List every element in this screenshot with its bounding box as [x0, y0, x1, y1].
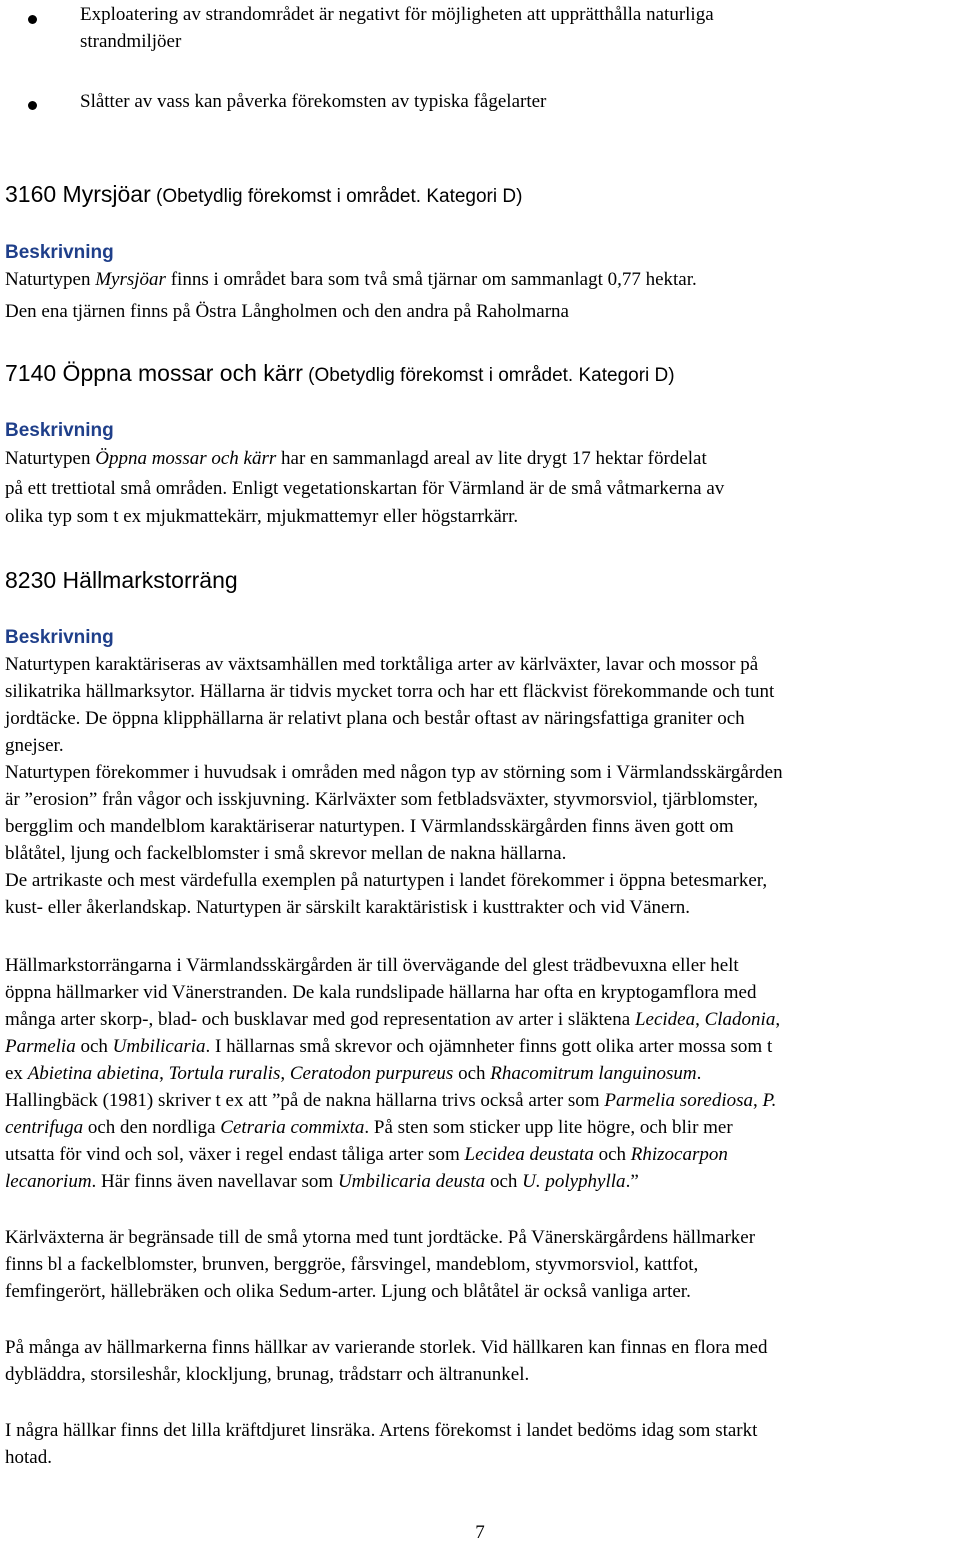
subheading-beskrivning: Beskrivning	[5, 420, 114, 441]
body-line: på ett trettiotal små områden. Enligt vegetationskartan för Värmland är de små våtmarkerna av	[5, 478, 725, 499]
body-line: Naturtypen Myrsjöar finns i området bara som två små tjärnar om sammanlagt 0,77 hektar.	[5, 269, 697, 290]
bullet-icon	[28, 15, 37, 24]
bullet-item-1: Exploatering av strandområdet är negativt för möjligheten att upprätthålla naturliga strandmiljöer	[80, 4, 714, 52]
body-line: Den ena tjärnen finns på Östra Långholmen och den andra på Raholmarna	[5, 301, 569, 322]
paragraph-8230-3: Kärlväxterna är begränsade till de små ytorna med tunt jordtäcke. På Vänerskärgårdens hällmarker finns bl a fackelblomster, brunven, berggröe, fårsvingel, mandeblom, styvmorsviol, kattfot, femfingerört, hällebräken och olika Sedum-arter. Ljung och blåtåtel är också vanliga arter.	[5, 1227, 756, 1302]
page-number: 7	[475, 1522, 485, 1543]
subheading-beskrivning: Beskrivning	[5, 627, 114, 648]
paragraph-8230-4: På många av hällmarkerna finns hällkar av varierande storlek. Vid hällkaren kan finnas en flora med dybläddra, storsileshår, klockljung, brunag, trådstarr och ältranunkel.	[5, 1337, 768, 1385]
body-line: olika typ som t ex mjukmattekärr, mjukmattemyr eller högstarrkärr.	[5, 506, 519, 527]
section-heading-3160: 3160 Myrsjöar (Obetydlig förekomst i området. Kategori D)	[5, 181, 523, 207]
paragraph-8230-1: Naturtypen karaktäriseras av växtsamhällen med torktåliga arter av kärlväxter, lavar och mossor på silikatrika hällmarksytor. Hällarna är tidvis mycket torra och har ett fläckvist förekommande och tunt jordtäcke. De öppna klipphällarna är relativt plana och består oftast av näringsfattiga graniter och gnejser. Naturtypen förekommer i huvudsak i områden med någon typ av störning som i Värmlandsskärgården är ”erosion” från vågor och isskjuvning. Kärlväxter som fetbladsväxter, styvmorsviol, tjärblomster, bergglim och mandelblom karaktäriserar naturtypen. I Värmlandsskärgården finns även gott om blåtåtel, ljung och fackelblomster i små skrevor mellan de nakna hällarna. De artrikaste och mest värdefulla exemplen på naturtypen i landet förekommer i öppna betesmarker, kust- eller åkerlandskap. Naturtypen är särskilt karaktäristisk i kusttrakter och vid Vänern.	[5, 654, 783, 918]
section-heading-8230: 8230 Hällmarkstorräng	[5, 567, 238, 593]
paragraph-8230-2: Hällmarkstorrängarna i Värmlandsskärgården är till övervägande del glest trädbevuxna eller helt öppna hällmarker vid Vänerstranden. De kala rundslipade hällarna har ofta en kryptogamflora med många arter skorp-, blad- och busklavar med god representation av arter i släktena Lecidea, Cladonia, Parmelia och Umbilicaria. I hällarnas små skrevor och ojämnheter finns gott olika arter mossa som t ex Abietina abietina, Tortula ruralis, Ceratodon purpureus och Rhacomitrum languinosum. Hallingbäck (1981) skriver t ex att ”på de nakna hällarna trivs också arter som Parmelia sorediosa, P. centrifuga och den nordliga Cetraria commixta. På sten som sticker upp lite högre, och blir mer utsatta för vind och sol, växer i regel endast tåliga arter som Lecidea deustata och Rhizocarpon lecanorium. Här finns även navellavar som Umbilicaria deusta och U. polyphylla.”	[5, 955, 781, 1192]
body-line: Naturtypen Öppna mossar och kärr har en sammanlagd areal av lite drygt 17 hektar fördelat	[5, 448, 707, 469]
subheading-beskrivning: Beskrivning	[5, 242, 114, 263]
bullet-icon	[28, 101, 37, 110]
bullet-item-2: Slåtter av vass kan påverka förekomsten av typiska fågelarter	[80, 91, 547, 112]
paragraph-8230-5: I några hällkar finns det lilla kräftdjuret linsräka. Artens förekomst i landet bedöms idag som starkt hotad.	[5, 1420, 758, 1468]
section-heading-7140: 7140 Öppna mossar och kärr (Obetydlig förekomst i området. Kategori D)	[5, 360, 675, 386]
